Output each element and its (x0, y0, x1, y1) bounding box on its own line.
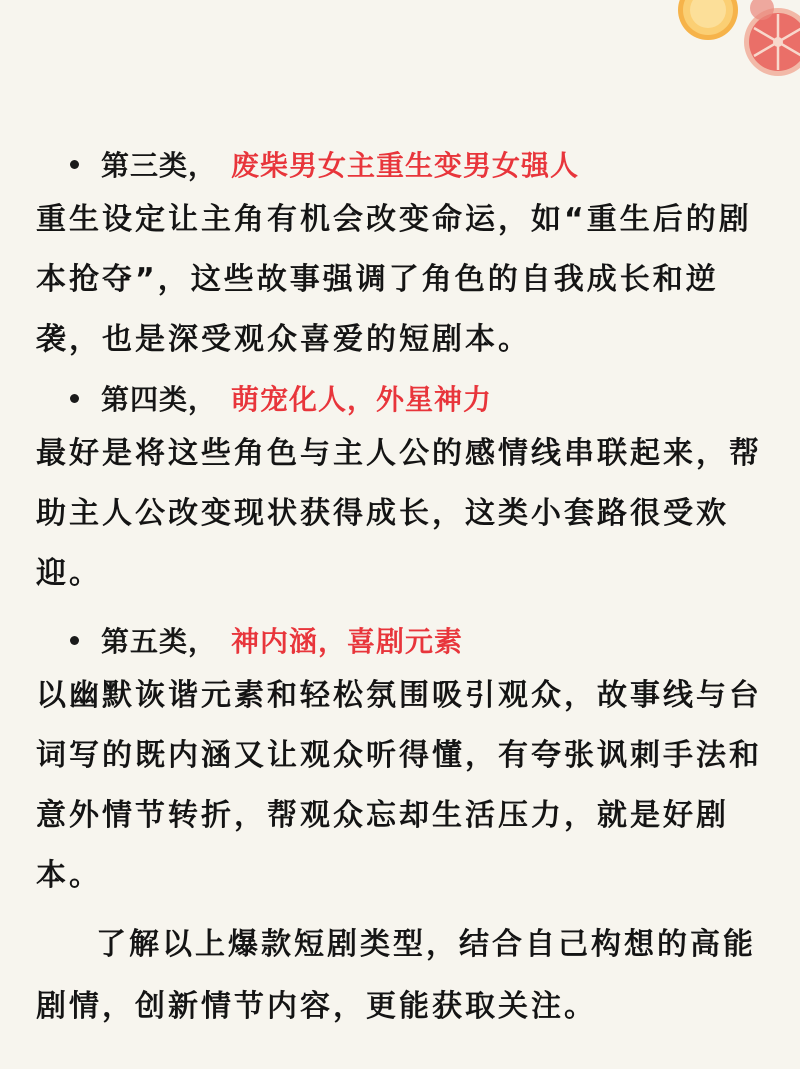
section-prefix: 第四类， (101, 383, 218, 416)
citrus-slices-decoration-icon (670, 0, 800, 90)
bullet-icon (70, 636, 79, 645)
section-body-third: 重生设定让主角有机会改变命运，如“重生后的剧本抢夺”，这些故事强调了角色的自我成长和逆袭，也是深受观众喜爱的短剧本。 (36, 202, 752, 357)
closing-paragraph: 了解以上爆款短剧类型，结合自己构想的高能剧情，创新情节内容，更能获取关注。 (36, 927, 756, 1024)
section-body-fourth: 最好是将这些角色与主人公的感情线串联起来，帮助主人公改变现状获得成长，这类小套路很受欢迎。 (36, 436, 762, 591)
section-body-fifth: 以幽默诙谐元素和轻松氛围吸引观众，故事线与台词写的既内涵又让观众听得懂，有夸张讽刺手法和意外情节转折，帮观众忘却生活压力，就是好剧本。 (36, 678, 762, 893)
section-heading-fifth (36, 614, 776, 666)
section-heading-fourth (36, 372, 776, 424)
article-content (36, 138, 776, 1038)
bullet-icon (70, 160, 79, 169)
section-highlight: 废柴男女主重生变男女强人 (231, 149, 580, 182)
section-prefix: 第三类， (101, 149, 218, 182)
section-highlight: 萌宠化人，外星神力 (231, 383, 493, 416)
bullet-icon (70, 394, 79, 403)
section-prefix: 第五类， (101, 625, 218, 658)
section-highlight: 神内涵，喜剧元素 (231, 625, 464, 658)
section-heading-third (36, 138, 776, 190)
